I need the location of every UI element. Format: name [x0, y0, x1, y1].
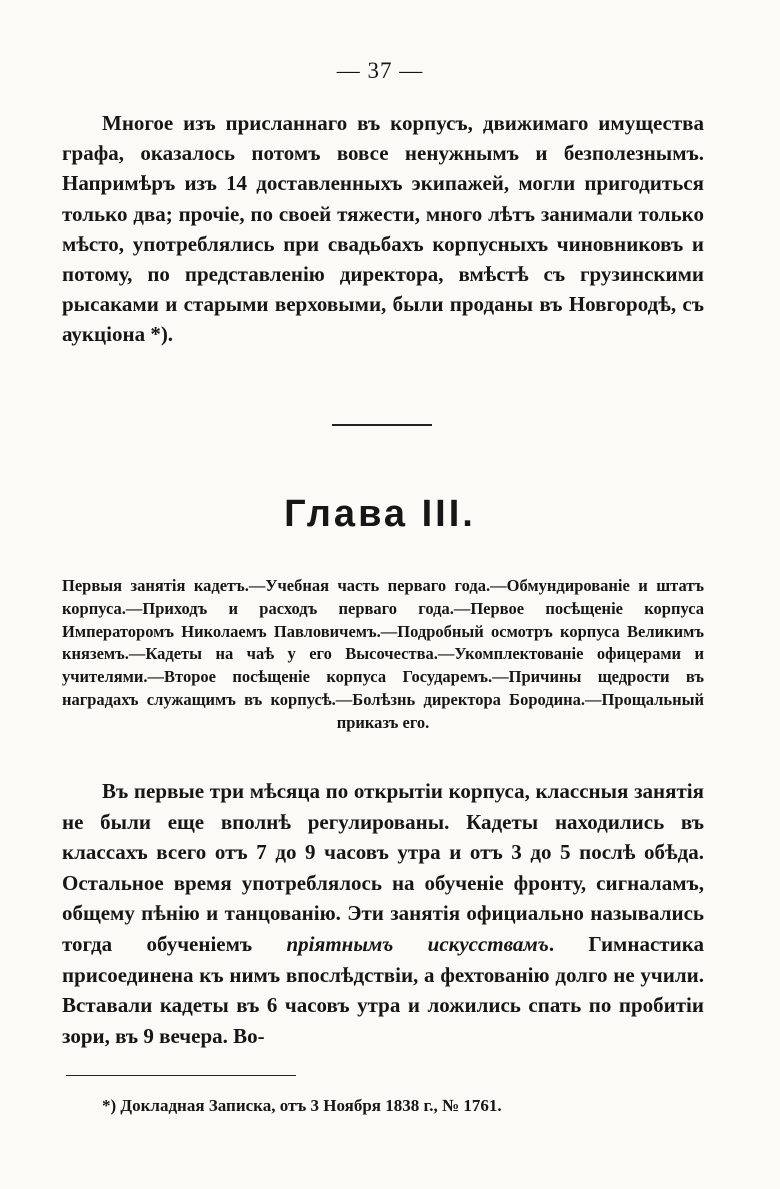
- paragraph-2: [62, 776, 704, 1051]
- paragraph-2-text-a: Въ первые три мѣсяца по открытіи корпуса, классныя занятія не были еще вполнѣ регулированы. Кадеты находились въ классахъ всего отъ 7 до 9 часовъ утра и отъ 3 до 5 послѣ обѣда. Остальное время употреблялось на обученіе фронту, сигналамъ, общему пѣнію и танцованію. Эти занятія официально назывались тогда обученіемъ: [62, 779, 704, 956]
- paragraph-2-italic: пріятнымъ искусствамъ: [286, 931, 549, 956]
- page-number: — 37 —: [336, 58, 424, 83]
- section-divider: [332, 424, 432, 426]
- chapter-title: Глава III.: [284, 493, 476, 535]
- footnote: *) Докладная Записка, отъ 3 Ноября 1838 г., № 1761.: [102, 1096, 502, 1115]
- footnote-divider: [66, 1075, 296, 1076]
- paragraph-2-text-b: . Гимнастика присоединена къ нимъ впослѣдствіи, а фехтованію долго не учили. Вставали кадеты въ 6 часовъ утра и ложились спать по пробитіи зори, въ 9 вечера. Во-: [62, 931, 704, 1048]
- paragraph-1: Многое изъ присланнаго въ корпусъ, движимаго имущества графа, оказалось потомъ вовсе ненужнымъ и безполезнымъ. Напримѣръ изъ 14 доставленныхъ экипажей, могли пригодиться только два; прочіе, по своей тяжести, много лѣтъ занимали только мѣсто, употреблялись при свадьбахъ корпусныхъ чиновниковъ и потому, по представленію директора, вмѣстѣ съ грузинскими рысаками и старыми верховыми, были проданы въ Новгородѣ, съ аукціона *).: [62, 111, 704, 347]
- chapter-summary: Первыя занятія кадетъ.—Учебная часть перваго года.—Обмундированіе и штатъ корпуса.—Приходъ и расходъ перваго года.—Первое посѣщеніе корпуса Императоромъ Николаемъ Павловичемъ.—Подробный осмотръ корпуса Великимъ княземъ.—Кадеты на чаѣ у его Высочества.—Укомплектованіе офицерами и учителями.—Второе посѣщеніе корпуса Государемъ.—Причины щедрости въ наградахъ служащимъ въ корпусѣ.—Болѣзнь директора Бородина.—Прощальный приказъ его.: [62, 576, 704, 732]
